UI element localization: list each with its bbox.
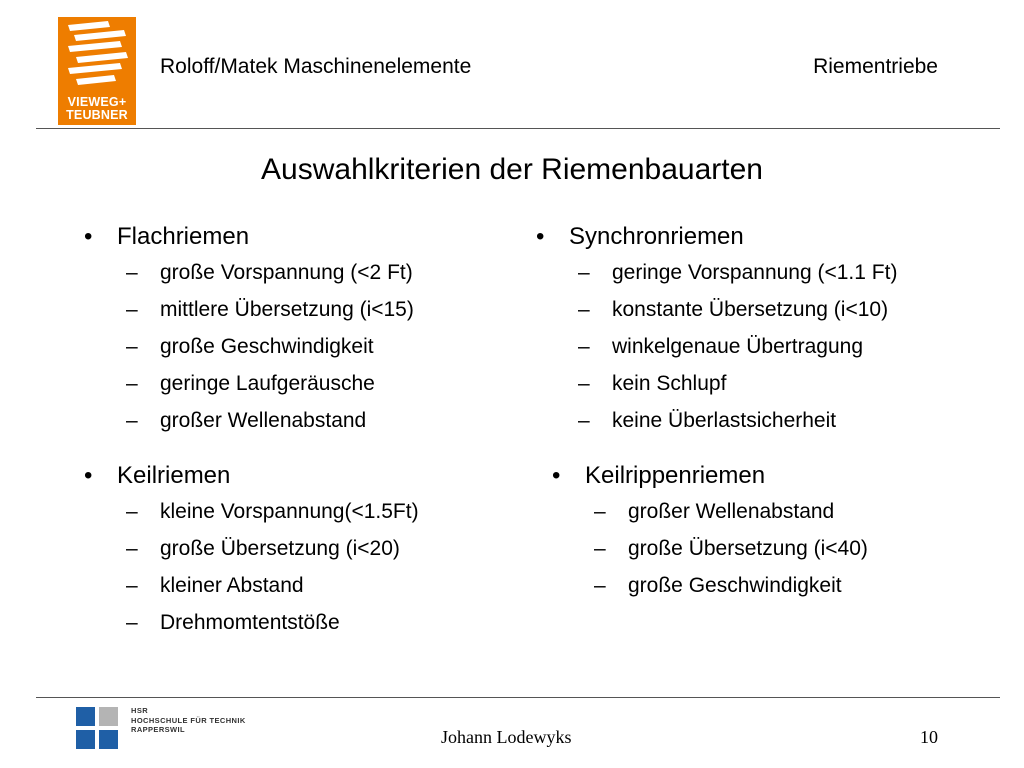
dash-marker: – — [594, 574, 606, 597]
slide-title: Auswahlkriterien der Riemenbauarten — [261, 153, 763, 186]
sub-item-text: geringe Vorspannung (<1.1 Ft) — [612, 261, 898, 284]
sub-item — [84, 259, 414, 296]
belt-stripes-icon — [64, 21, 130, 93]
sub-item-text: große Geschwindigkeit — [628, 574, 842, 597]
chapter-title: Riementriebe — [813, 55, 938, 78]
bullet-heading-text: Keilrippenriemen — [585, 462, 766, 489]
bullet-heading-text: Keilriemen — [117, 462, 231, 489]
book-title: Roloff/Matek Maschinenelemente — [160, 55, 472, 78]
dash-marker: – — [578, 261, 590, 284]
school-logo-text: HSR HOCHSCHULE FÜR TECHNIK RAPPERSWIL — [131, 706, 246, 734]
dash-marker: – — [578, 409, 590, 432]
sub-item-text: große Geschwindigkeit — [160, 335, 374, 358]
sub-item — [84, 333, 414, 370]
dash-marker: – — [594, 500, 606, 523]
sub-item-text: großer Wellenabstand — [628, 500, 835, 523]
footer-author: Johann Lodewyks — [441, 727, 572, 747]
sub-item — [552, 535, 868, 572]
sub-item — [84, 609, 419, 646]
sub-item — [536, 370, 897, 407]
publisher-logo-text: VIEWEG+ TEUBNER — [66, 95, 128, 122]
hsr-logo-squares-icon — [76, 707, 120, 751]
sub-item — [84, 296, 414, 333]
bullet-group-flachriemen — [84, 222, 414, 444]
dash-marker: – — [578, 298, 590, 321]
sub-item — [84, 572, 419, 609]
bullet-heading-text: Synchronriemen — [569, 223, 744, 250]
sub-item-text: keine Überlastsicherheit — [612, 409, 837, 432]
vieweg-teubner-logo — [58, 17, 136, 125]
dash-marker: – — [578, 335, 590, 358]
bullet-marker: • — [536, 223, 545, 250]
sub-item-text: großer Wellenabstand — [160, 409, 367, 432]
dash-marker: – — [126, 335, 138, 358]
sub-item — [84, 535, 419, 572]
dash-marker: – — [126, 261, 138, 284]
sub-item-text: winkelgenaue Übertragung — [612, 335, 864, 358]
bullet-group-synchronriemen — [536, 222, 897, 444]
bullet-heading — [536, 222, 897, 259]
sub-item — [84, 370, 414, 407]
sub-item-text: kleiner Abstand — [160, 574, 304, 597]
bullet-marker: • — [84, 462, 93, 489]
sub-item-text: mittlere Übersetzung (i<15) — [160, 298, 414, 321]
sub-item — [536, 333, 897, 370]
sub-item-text: große Übersetzung (i<40) — [628, 537, 868, 560]
sub-item-text: Drehmomtentstöße — [160, 611, 340, 634]
bullet-marker: • — [84, 223, 93, 250]
dash-marker: – — [126, 372, 138, 395]
bullet-marker: • — [552, 462, 561, 489]
sub-item — [536, 259, 897, 296]
sub-item — [552, 498, 868, 535]
sub-item-text: konstante Übersetzung (i<10) — [612, 298, 889, 321]
page-number: 10 — [920, 727, 938, 747]
sub-item-text: kein Schlupf — [612, 372, 727, 395]
sub-item — [84, 498, 419, 535]
bullet-group-keilrippenriemen — [552, 461, 868, 609]
bullet-heading-text: Flachriemen — [117, 223, 250, 250]
bullet-heading — [84, 222, 414, 259]
sub-item-text: kleine Vorspannung(<1.5Ft) — [160, 500, 419, 523]
dash-marker: – — [126, 537, 138, 560]
sub-item — [552, 572, 868, 609]
sub-item-text: geringe Laufgeräusche — [160, 372, 375, 395]
bullet-group-keilriemen — [84, 461, 419, 646]
dash-marker: – — [126, 298, 138, 321]
dash-marker: – — [594, 537, 606, 560]
sub-item — [84, 407, 414, 444]
bullet-heading — [84, 461, 419, 498]
header-divider — [36, 128, 1000, 129]
dash-marker: – — [126, 500, 138, 523]
footer-divider — [36, 697, 1000, 698]
bullet-heading — [552, 461, 868, 498]
sub-item — [536, 296, 897, 333]
dash-marker: – — [126, 409, 138, 432]
sub-item-text: große Übersetzung (i<20) — [160, 537, 400, 560]
dash-marker: – — [578, 372, 590, 395]
dash-marker: – — [126, 611, 138, 634]
dash-marker: – — [126, 574, 138, 597]
sub-item — [536, 407, 897, 444]
sub-item-text: große Vorspannung (<2 Ft) — [160, 261, 413, 284]
